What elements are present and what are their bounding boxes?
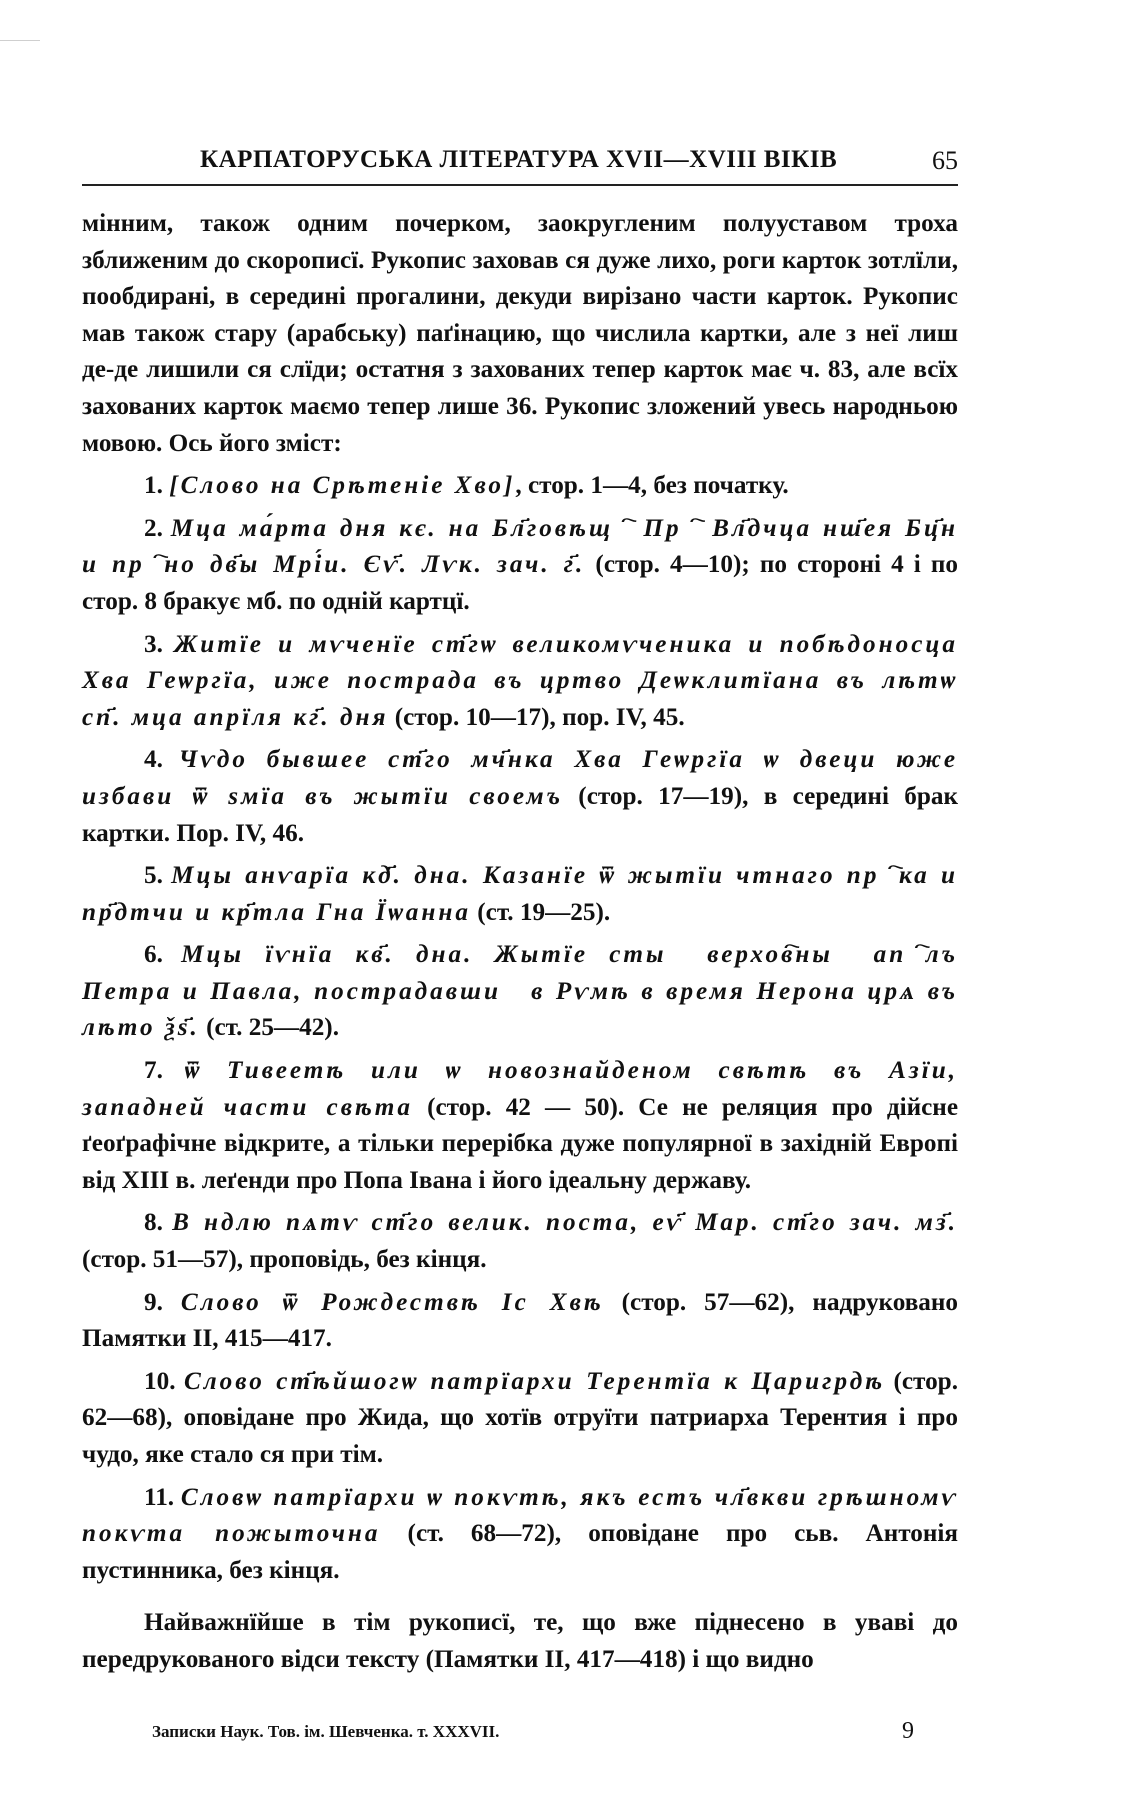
item-slavonic-title: Чѵдо бывшее ст҃го мч҃нка Хва Геѡргїа ѡ двеци юже избави ѿ ѕмїа въ жытїи своемъ xyxy=(82,746,959,810)
item-number: 9. xyxy=(144,1288,163,1316)
item-number: 4. xyxy=(144,746,163,774)
item-description: (стор. 4—10); по стороні 4 і по стор. 8 бракує мб. по одній картцї. xyxy=(82,551,958,615)
page-number: 65 xyxy=(932,146,958,175)
item-number: 8. xyxy=(144,1209,163,1237)
list-item xyxy=(82,468,958,505)
item-slavonic-title: [Слово на Срѣтеніе Хво] xyxy=(169,472,516,500)
item-slavonic-title: Мцы анѵарїа кд҃. дна. Казанїе ѿ жытїи чтнаго прⷬ҇ка и пр҃дтчи и кр҃тла Гна Їѡанна xyxy=(82,862,958,926)
list-item xyxy=(82,1205,958,1278)
item-slavonic-title: Житїе и мѵченїе ст҃гѡ великомѵченика и побѣдоносца Хва Геѡргїа, иже пострада въ цртво Деѡклитїана въ лѣтѡ сп҃. мца апрїля кг҃. дня xyxy=(82,630,958,731)
item-description: (ст. 25—42). xyxy=(199,1014,339,1042)
item-slavonic-title: Мца ма́рта дня кє. на Бл҃говѣщⷩ҇ Прⷭ҇ Вл҃дчца нш҃ея Бц҃н и прⷭ҇но дв҃ы Мрі́и. Єѵ҃. Лѵк. зач. г҃. xyxy=(82,514,958,579)
closing-paragraph: Найважнїйше в тім рукописї, те, що вже піднесено в уваві до передрукованого відси тексту (Памятки II, 417—418) і що видно xyxy=(82,1609,958,1673)
list-item xyxy=(82,858,958,931)
contents-list xyxy=(82,468,958,1589)
item-description: (стор. 10—17), пор. IV, 45. xyxy=(388,703,685,731)
item-description: (стор. 17—19), в середині брак картки. Пор. IV, 46. xyxy=(82,782,958,847)
item-number: 6. xyxy=(144,941,163,969)
scan-mark xyxy=(0,40,40,41)
item-description: (ст. 19—25). xyxy=(470,898,611,926)
item-description: (стор. 62—68), оповідане про Жида, що хотїв отруїти патриарха Терентия і про чудо, яке стало ся при тім. xyxy=(82,1367,958,1468)
item-slavonic-title: ѿ Тивеетѣ или ѡ новознайденом свѣтѣ въ Азїи, западней части свѣта xyxy=(82,1057,958,1121)
list-item xyxy=(82,1480,958,1590)
running-title: КАРПАТОРУСЬКА ЛІТЕРАТУРА XVII—XVIII ВІКІВ xyxy=(200,146,838,173)
list-item xyxy=(82,627,958,737)
item-slavonic-title: Слово ст҃ѣйшогѡ патрїархи Терентїа к Царигрдѣ xyxy=(183,1367,886,1395)
item-slavonic-title: Мцы їѵнїа кв҃. дна. Жытїе стыⷯ верхов҇ныⷯ апⷭ҇лъ Петра и Павла, пострадавшиⷯ в Рѵмѣ в время Нерона црѧ въ лѣто ѯѕ҃. xyxy=(82,941,959,1042)
intro-paragraph: мінним, також одним почерком, заокругленим полууставом троха зближеним до скорописї. Рукопис заховав ся дуже лихо, роги карток зотлїли, пообдирані, в середині прогалини, декуди вирізано части карток. Рукопис мав також стару (арабську) паґінацию, що числила картки, але з неї лиш де-де лишили ся слїди; остатня з захованих тепер карток має ч. 83, але всїх захованих карток маємо тепер лише 36. Рукопис зложений увесь народньою мовою. Ось його зміст: xyxy=(82,210,958,457)
list-item xyxy=(82,1285,958,1358)
item-slavonic-title: Словѡ патрїархи ѡ покѵтѣ, якъ естъ чл҃вкви грѣшномѵ покѵта пожыточна xyxy=(82,1483,958,1548)
item-description: , стор. 1—4, без початку. xyxy=(515,472,789,500)
body-text xyxy=(82,206,958,1679)
item-description: (стор. 51—57), проповідь, без кінця. xyxy=(82,1246,487,1274)
signature-mark: 9 xyxy=(902,1718,914,1744)
list-item xyxy=(82,742,958,852)
item-slavonic-title: Слово ѿ Рождествѣ Іс Хвѣ xyxy=(180,1288,604,1316)
item-number: 7. xyxy=(144,1057,163,1085)
list-item xyxy=(82,937,958,1047)
item-description: (стор. 57—62), надруковано Памятки II, 415—417. xyxy=(82,1288,959,1353)
item-number: 3. xyxy=(144,630,163,658)
item-number: 11. xyxy=(144,1483,175,1511)
journal-reference: Записки Наук. Тов. ім. Шевченка. т. XXXVII. xyxy=(152,1722,500,1741)
item-number: 5. xyxy=(144,862,163,890)
item-slavonic-title: В ндлю пѧтѵ ст҃го велик. поста, еѵ҃ Мар. ст҃го зач. мз҃. xyxy=(172,1209,959,1237)
item-description: (стор. 42 — 50). Се не реляция про дійсне ґеоґрафічне відкрите, а тільки перерібка дуже популярної в західній Европі від XIII в. леґенди про Попа Івана і його ідеальну державу. xyxy=(82,1093,958,1194)
item-number: 1. xyxy=(144,472,163,500)
list-item xyxy=(82,1053,958,1199)
item-number: 10. xyxy=(144,1367,176,1395)
item-number: 2. xyxy=(144,514,163,542)
list-item xyxy=(82,511,958,621)
list-item xyxy=(82,1364,958,1474)
page-footer xyxy=(82,1718,958,1748)
item-description: (ст. 68—72), оповідане про сьв. Антонія пустинника, без кінця. xyxy=(82,1520,959,1584)
running-header xyxy=(82,128,958,186)
